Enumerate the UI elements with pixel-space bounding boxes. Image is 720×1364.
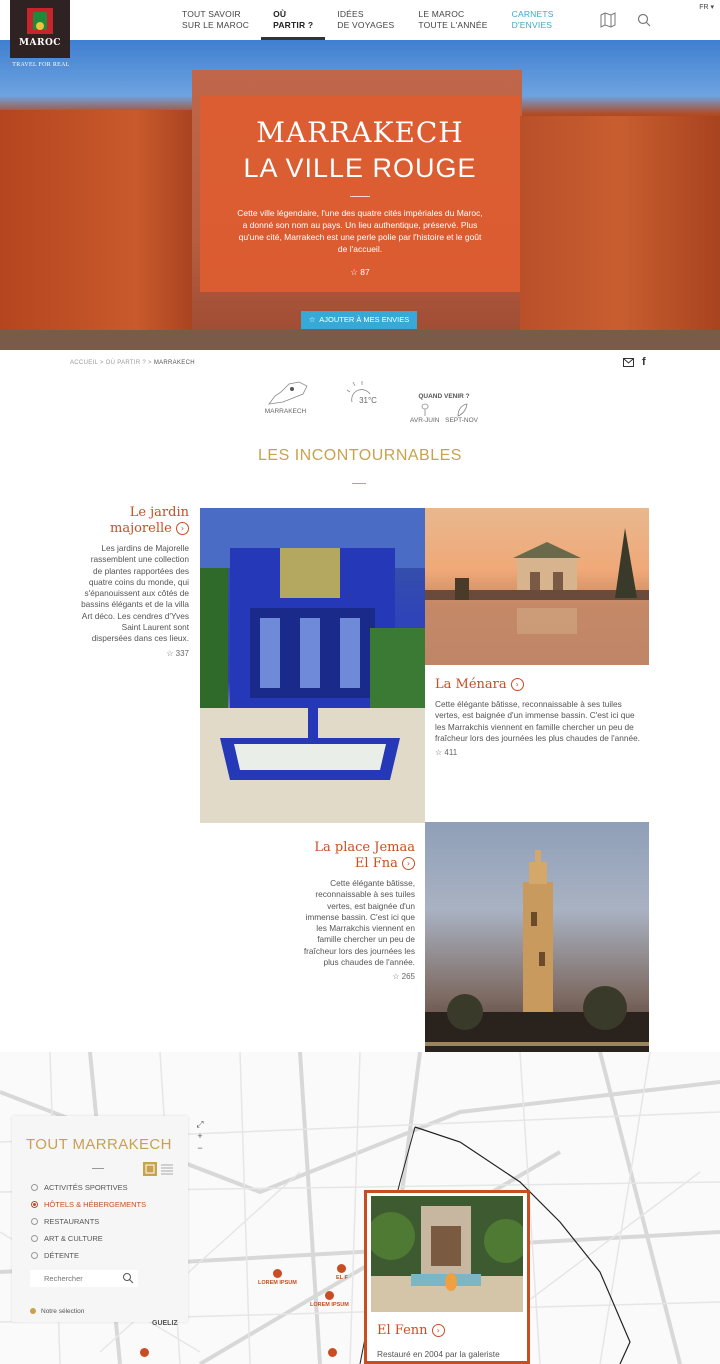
legend-selection: Notre sélection <box>30 1308 84 1315</box>
arrow-right-icon[interactable]: › <box>511 678 524 691</box>
map-zoom-controls <box>195 1118 205 1154</box>
radio-icon <box>31 1201 38 1208</box>
map-pin[interactable]: LOREM IPSUM <box>310 1291 349 1308</box>
info-when: QUAND VENIR ? AVR-JUIN SEPT-NOV <box>410 393 478 424</box>
place-likes[interactable]: ☆ 411 <box>435 748 458 758</box>
star-icon: ☆ <box>350 267 358 277</box>
zoom-in-button[interactable]: + <box>197 1131 203 1141</box>
place-title[interactable]: La place Jemaa El Fna › <box>314 840 415 871</box>
search-icon[interactable] <box>122 1272 134 1284</box>
mail-icon[interactable] <box>623 358 634 367</box>
menara-image[interactable] <box>425 508 649 665</box>
divider <box>352 483 366 484</box>
place-description: Les jardins de Majorelle rassemblent une collection de plantes rapportées des quatre coins du monde, qui s'épanouissent aux côtés de bassins élégants et de la villa Art déco. Les cendres d'Yves Saint Laurent sont dispersées dans ces lieux. <box>81 543 189 644</box>
chevron-down-icon: ▾ <box>710 4 714 11</box>
hero-description: Cette ville légendaire, l'une des quatre cités impériales du Maroc, a donné son nom au pays. Un lieu authentique, préservé. Plus qu'une cité, Marrakech est une perle polie par l'histoire et le goût de l'accueil. <box>237 208 483 254</box>
koutoubia-image[interactable] <box>425 822 649 1073</box>
place-title[interactable]: La Ménara › <box>435 677 645 693</box>
arrow-right-icon[interactable]: › <box>402 857 415 870</box>
filter-activites-sportives[interactable]: ACTIVITÉS SPORTIVES <box>31 1182 146 1199</box>
filter-list <box>31 1182 146 1267</box>
map-title: TOUT MARRAKECH <box>26 1136 172 1153</box>
add-to-wishlist-button[interactable]: ☆ AJOUTER À MES ENVIES <box>301 311 417 329</box>
zoom-out-button[interactable]: − <box>197 1143 203 1153</box>
header <box>0 0 720 40</box>
place-likes[interactable]: ☆ 337 <box>166 648 189 658</box>
place-menara <box>435 677 645 757</box>
map-filter-panel <box>12 1116 188 1322</box>
star-icon: ☆ <box>308 315 316 324</box>
divider <box>350 196 370 197</box>
filter-restaurants[interactable]: RESTAURANTS <box>31 1216 146 1233</box>
majorelle-image[interactable] <box>200 508 425 823</box>
hero-card <box>200 96 520 292</box>
place-description: Cette élégante bâtisse, reconnaissable à ses tuiles vertes, est baignée d'un immense bassin. C'est ici que les Marrakchis viennent en famille chercher un peu de fraîcheur lors des journées les plus chaudes de l'année. <box>435 699 640 743</box>
radio-icon <box>31 1218 38 1225</box>
breadcrumb-home[interactable]: ACCUEIL <box>70 360 98 366</box>
info-location: MARRAKECH <box>258 380 313 415</box>
breadcrumb-current: MARRAKECH <box>153 360 195 366</box>
map-pin[interactable]: EL F <box>336 1264 348 1281</box>
breadcrumb-ou-partir[interactable]: OÙ PARTIR ? <box>105 360 147 366</box>
hero-likes[interactable]: ☆ 87 <box>350 267 370 277</box>
flower-icon <box>419 403 431 417</box>
place-likes[interactable]: ☆ 265 <box>392 972 415 982</box>
radio-icon <box>31 1252 38 1259</box>
legend-dot <box>30 1308 36 1314</box>
arrow-right-icon[interactable]: › <box>176 522 189 535</box>
logo-emblem <box>27 8 53 34</box>
place-majorelle <box>80 505 189 658</box>
view-toggle <box>143 1162 175 1181</box>
filter-art-culture[interactable]: ART & CULTURE <box>31 1233 146 1250</box>
place-description: Cette élégante bâtisse, reconnaissable à ses tuiles vertes, est baignée d'un immense bassin. C'est ici que les Marrakchis viennent en famille chercher un peu de fraîcheur lors des journées les plus chaudes de l'année. <box>303 878 415 968</box>
nav-carnets-envies[interactable]: CARNETS D'ENVIES <box>511 9 554 30</box>
star-icon: ☆ <box>166 648 174 658</box>
hero-title: MARRAKECH <box>256 116 464 149</box>
facebook-icon[interactable]: f <box>642 356 646 368</box>
place-jemaa-el-fna <box>300 840 415 981</box>
info-weather: 31°C <box>343 380 379 405</box>
place-title[interactable]: Le jardin majorelle › <box>110 505 189 536</box>
map-pin[interactable] <box>328 1348 337 1359</box>
leaf-icon <box>456 403 468 417</box>
radio-icon <box>31 1184 38 1191</box>
district-label: GUELIZ <box>152 1320 178 1327</box>
morocco-map-icon <box>259 380 313 406</box>
section-title: LES INCONTOURNABLES <box>258 447 462 464</box>
hero-subtitle: LA VILLE ROUGE <box>243 153 477 183</box>
map-pin[interactable] <box>140 1348 149 1359</box>
filter-detente[interactable]: DÉTENTE <box>31 1250 146 1267</box>
main-nav <box>170 0 566 40</box>
search-icon[interactable] <box>636 12 652 28</box>
map-icon[interactable] <box>600 12 616 28</box>
map-card-description: Restauré en 2004 par la galeriste <box>377 1349 500 1359</box>
filter-hotels[interactable]: HÔTELS & HÉBERGEMENTS <box>31 1199 146 1216</box>
map-view-icon <box>143 1162 157 1176</box>
tagline: TRAVEL FOR REAL <box>12 62 70 68</box>
map-popup-card[interactable] <box>364 1190 530 1364</box>
language-selector[interactable]: FR ▾ <box>699 4 714 11</box>
divider <box>92 1168 104 1169</box>
hero <box>0 40 720 350</box>
nav-tout-savoir[interactable]: TOUT SAVOIR SUR LE MAROC <box>182 9 250 30</box>
fullscreen-icon[interactable]: ⤢ <box>196 1119 204 1129</box>
nav-maroc-annee[interactable]: LE MAROC TOUTE L'ANNÉE <box>418 9 488 30</box>
star-icon: ☆ <box>435 748 443 758</box>
breadcrumb: ACCUEIL > OÙ PARTIR ? > MARRAKECH <box>70 360 195 366</box>
logo-text: MAROC <box>19 38 61 48</box>
star-icon: ☆ <box>392 972 400 982</box>
logo[interactable] <box>10 0 70 58</box>
nav-ou-partir[interactable]: OÙ PARTIR ? <box>261 0 325 40</box>
map-card-title[interactable]: El Fenn › <box>377 1323 445 1339</box>
el-fenn-image[interactable] <box>371 1196 523 1312</box>
map-pin[interactable]: LOREM IPSUM <box>258 1269 297 1286</box>
nav-idees-voyages[interactable]: IDÉES DE VOYAGES <box>337 9 395 30</box>
arrow-right-icon[interactable]: › <box>432 1324 445 1337</box>
list-view-icon <box>161 1165 173 1174</box>
radio-icon <box>31 1235 38 1242</box>
